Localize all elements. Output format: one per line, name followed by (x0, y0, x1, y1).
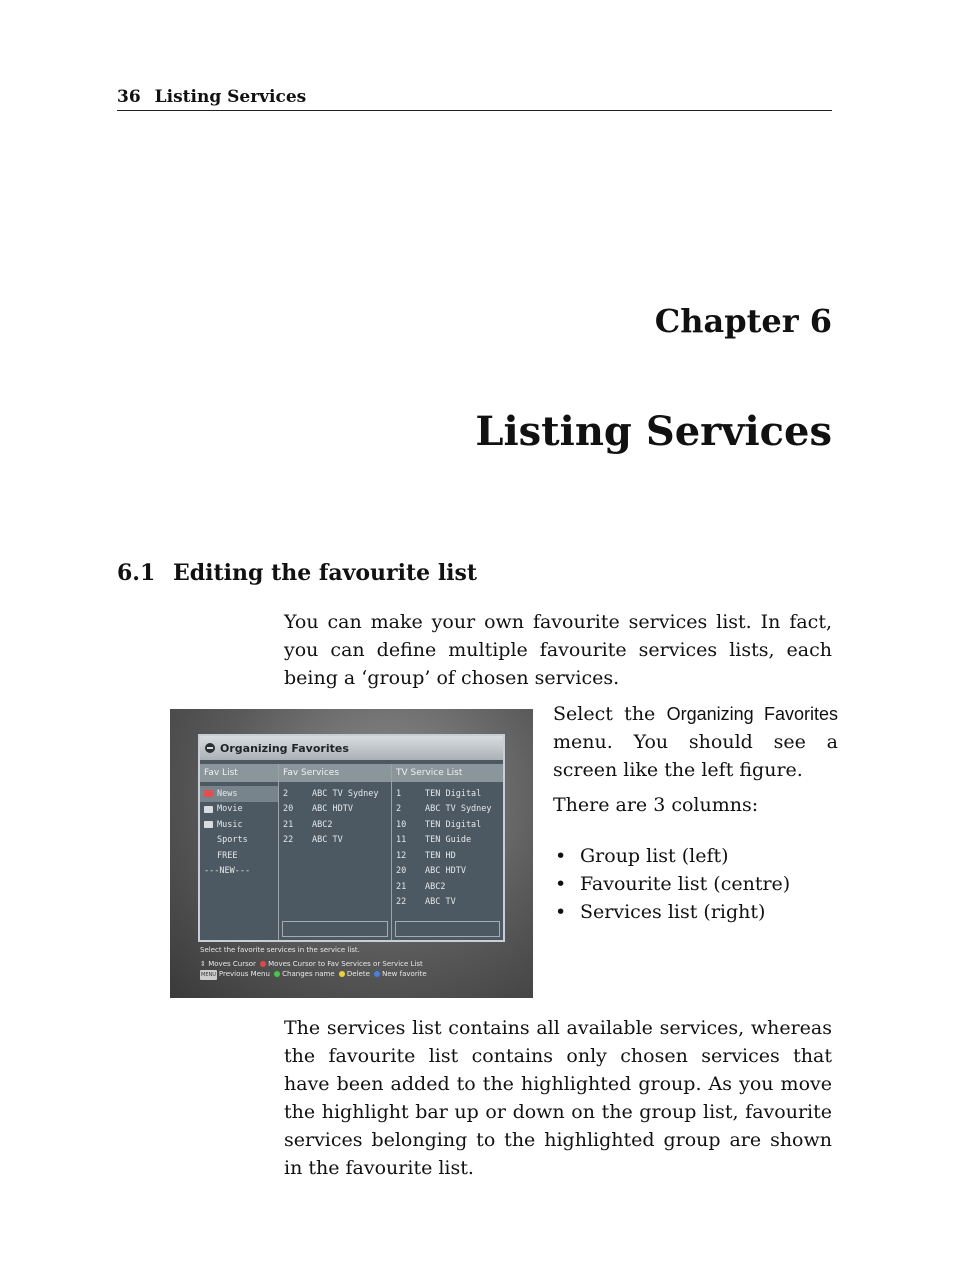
chapter-label: Chapter 6 (654, 302, 832, 340)
service-name: ABC TV Sydney (425, 804, 492, 815)
fav-services-footer-box (282, 921, 388, 937)
service-number: 21 (283, 819, 294, 830)
help-delete: Delete (346, 970, 370, 978)
tv-service-row[interactable] (392, 802, 503, 818)
fav-item-label: FREE (217, 850, 238, 861)
service-number: 2 (283, 788, 289, 799)
fav-service-row[interactable] (279, 833, 391, 849)
fav-service-row[interactable] (279, 802, 391, 818)
columns-paragraph: There are 3 columns: (553, 794, 759, 816)
fav-services-header: Fav Services (279, 764, 391, 782)
tv-services-footer-box (395, 921, 500, 937)
fav-service-row[interactable] (279, 786, 391, 802)
help-instruction: Select the favorite services in the service list. (200, 946, 360, 954)
section-number: 6.1 (117, 560, 156, 586)
select-text-before: Select the (553, 703, 667, 725)
service-number: 21 (396, 881, 407, 892)
fav-item-label: Movie (217, 804, 243, 815)
tv-service-row[interactable] (392, 848, 503, 864)
lock-icon (204, 821, 213, 828)
fav-list-item[interactable] (200, 864, 278, 880)
service-name: ABC TV (312, 835, 343, 846)
service-name: ABC HDTV (312, 804, 353, 815)
tv-services-header: TV Service List (392, 764, 503, 782)
tv-service-row[interactable] (392, 879, 503, 895)
green-button-icon (274, 971, 280, 977)
service-name: ABC2 (312, 819, 333, 830)
service-name: TEN HD (425, 850, 456, 861)
service-number: 11 (396, 835, 407, 846)
service-name: ABC TV Sydney (312, 788, 379, 799)
section-heading (117, 560, 477, 586)
yellow-button-icon (339, 971, 345, 977)
service-name: ABC TV (425, 897, 456, 908)
tv-service-row[interactable] (392, 864, 503, 880)
tv-services-column (392, 764, 503, 940)
service-number: 22 (283, 835, 294, 846)
lock-icon (204, 806, 213, 813)
running-header (117, 86, 832, 111)
help-moves-cursor: Moves Cursor (208, 960, 256, 968)
running-title: Listing Services (154, 87, 307, 107)
list-item: • Group list (left) (553, 842, 790, 870)
fav-service-row[interactable] (279, 817, 391, 833)
help-new-favorite: New favorite (382, 970, 427, 978)
service-number: 1 (396, 788, 402, 799)
intro-paragraph: You can make your own favourite services list. In fact, you can define multiple favourite services lists, each being a ‘group’ of chosen services. (284, 611, 832, 689)
list-item: • Services list (right) (553, 898, 790, 926)
fav-item-label: ---NEW--- (204, 866, 251, 877)
help-previous-menu: Previous Menu (218, 970, 270, 978)
select-text-after: menu. You should see a screen like the left figure. (553, 731, 838, 781)
fav-item-label: Music (217, 819, 243, 830)
help-line-1 (200, 959, 510, 969)
tv-service-row[interactable] (392, 786, 503, 802)
up-down-arrow-icon: ⇕ (200, 960, 206, 968)
service-name: TEN Digital (425, 819, 482, 830)
osd-window (198, 734, 505, 942)
service-number: 20 (283, 804, 294, 815)
fav-list-item[interactable] (200, 848, 278, 864)
service-number: 12 (396, 850, 407, 861)
fav-item-label: News (217, 788, 238, 799)
service-name: ABC HDTV (425, 866, 466, 877)
columns-list (553, 842, 790, 926)
fav-services-column (279, 764, 392, 940)
chapter-title: Listing Services (475, 408, 832, 455)
osd-title: Organizing Favorites (220, 741, 349, 755)
fav-list-item[interactable] (200, 817, 278, 833)
lock-icon (204, 790, 213, 797)
menu-term: Organizing Favorites (666, 704, 838, 724)
service-name: TEN Guide (425, 835, 472, 846)
service-name: ABC2 (425, 881, 446, 892)
tv-service-row[interactable] (392, 833, 503, 849)
list-item: • Favourite list (centre) (553, 870, 790, 898)
help-changes-name: Changes name (282, 970, 335, 978)
fav-list-item[interactable] (200, 802, 278, 818)
page-number: 36 (117, 87, 141, 107)
outro-paragraph: The services list contains all available services, whereas the favourite list contains only chosen services that have been added to the highlighted group. As you move the highlight bar up or down on the group list, favourite services belonging to the highlighted group are shown in the favourite list. (284, 1017, 832, 1179)
service-number: 20 (396, 866, 407, 877)
service-number: 22 (396, 897, 407, 908)
tv-service-row[interactable] (392, 817, 503, 833)
fav-list-column (200, 764, 279, 940)
service-number: 2 (396, 804, 402, 815)
menu-logo-icon (205, 743, 215, 753)
help-moves-to-fav: Moves Cursor to Fav Services or Service List (268, 960, 423, 968)
service-number: 10 (396, 819, 407, 830)
fav-list-header: Fav List (200, 764, 278, 782)
section-title: Editing the favourite list (173, 560, 478, 586)
help-line-2 (200, 969, 510, 980)
blue-button-icon (374, 971, 380, 977)
osd-help-bar (200, 945, 510, 980)
fav-list-item[interactable] (200, 833, 278, 849)
red-button-icon (260, 961, 266, 967)
tv-service-row[interactable] (392, 895, 503, 911)
menu-key-icon: MENU (201, 972, 216, 978)
select-paragraph (553, 700, 838, 784)
fav-item-label: Sports (217, 835, 248, 846)
fav-list-item[interactable] (200, 786, 278, 802)
organizing-favorites-screenshot (170, 709, 533, 998)
osd-title-bar (200, 736, 503, 760)
service-name: TEN Digital (425, 788, 482, 799)
